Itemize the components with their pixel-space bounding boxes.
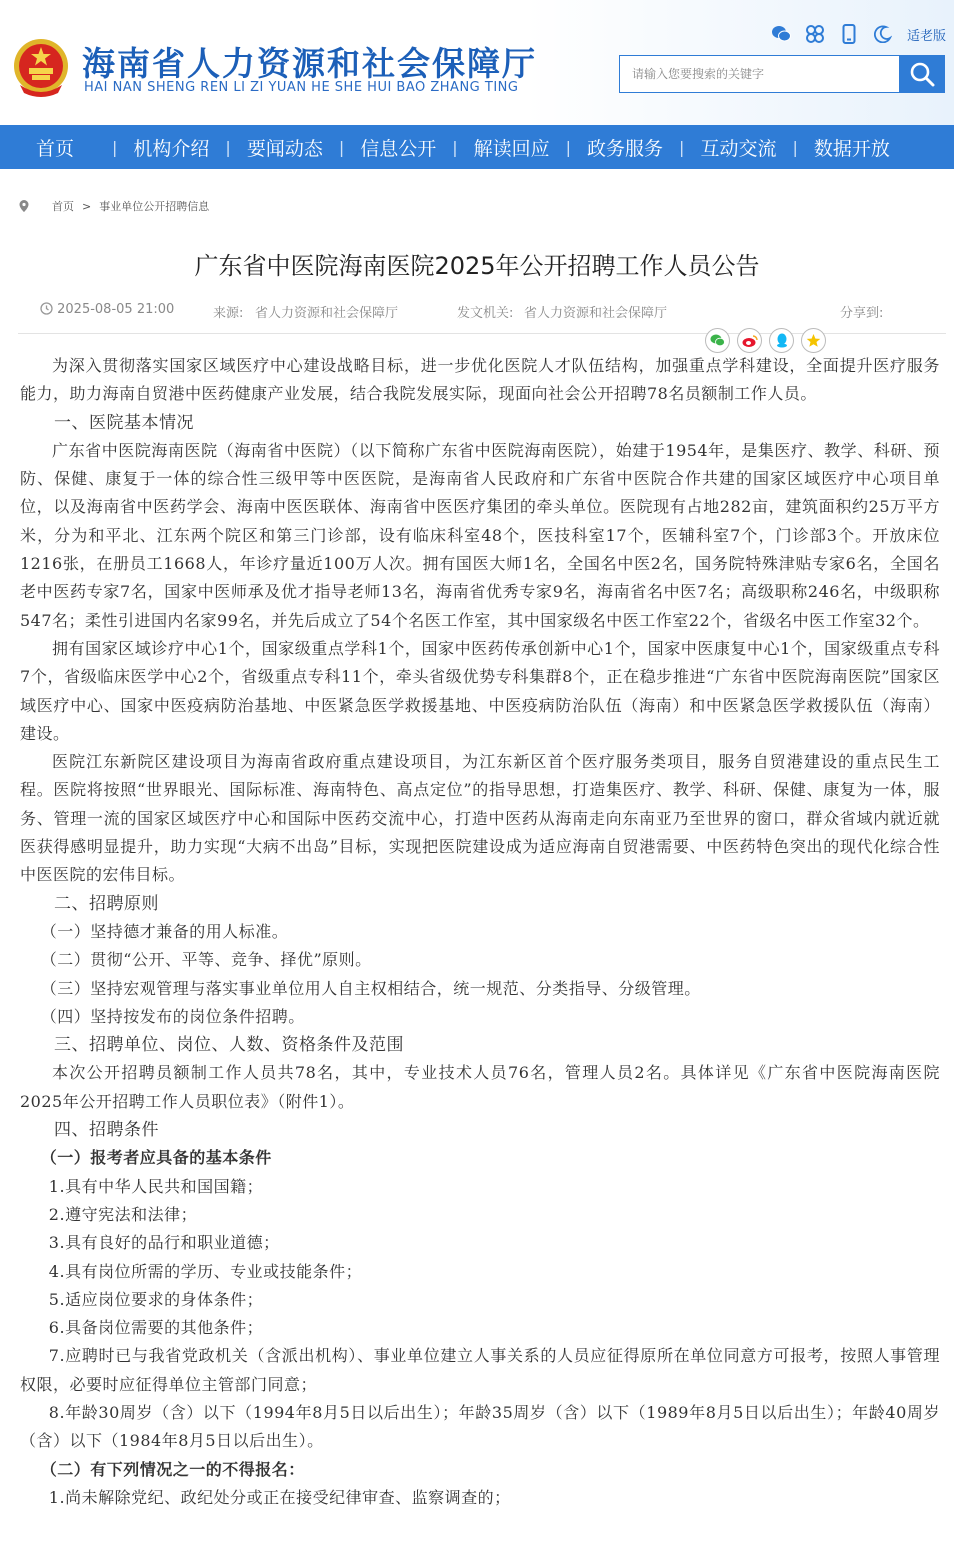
night-mode-icon[interactable] (873, 24, 893, 44)
list-item: 1.具有中华人民共和国国籍； (48, 1176, 264, 1196)
article-body (20, 352, 940, 1512)
article-title: 广东省中医院海南医院2025年公开招聘工作人员公告 (194, 252, 760, 280)
location-icon (18, 199, 30, 213)
share-qzone-button[interactable] (801, 328, 826, 353)
nav-divider: | (112, 137, 118, 157)
share-label: 分享到: (840, 306, 884, 321)
subsection-heading: （二）有下列情况之一的不得报名： (40, 1459, 305, 1479)
list-item: （二）贯彻“公开、平等、竞争、择优”原则。 (40, 950, 372, 970)
clock-icon (40, 302, 53, 315)
wechat-icon (710, 334, 725, 347)
nav-divider: | (565, 137, 572, 157)
nav-divider: | (452, 137, 458, 157)
list-item: 1.尚未解除党纪、政纪处分或正在接受纪律审查、监察调查的； (48, 1487, 511, 1507)
breadcrumb-home[interactable]: 首页 (52, 200, 74, 213)
wechat-icon[interactable] (771, 24, 791, 44)
nav-interpretation[interactable]: 解读回应 (473, 137, 550, 160)
share-wechat-button[interactable] (705, 328, 730, 353)
list-item: 8.年龄30周岁（含）以下（1994年8月5日以后出生）；年龄35周岁（含）以下（1989年8月5日以后出生）；年龄40周岁（含）以下（1984年8月5日以后出生）。 (20, 1402, 940, 1451)
subsection-heading: （一）报考者应具备的基本条件 (40, 1148, 272, 1168)
publisher-label: 发文机关: (457, 306, 514, 321)
paragraph: 为深入贯彻落实国家区域医疗中心建设战略目标，进一步优化医院人才队伍结构，加强重点学科建设，全面提升医疗服务能力，助力海南自贸港中医药健康产业发展，结合我院发展实际，现面向社会公开招聘78名员额制工作人员。 (20, 356, 940, 404)
list-item: 3.具有良好的品行和职业道德； (48, 1233, 280, 1253)
site-header (0, 0, 954, 125)
applet-icon[interactable] (805, 24, 825, 44)
paragraph: 本次公开招聘员额制工作人员共78名，其中，专业技术人员76名，管理人员2名。具体详见《广东省中医院海南医院2025年公开招聘工作人员职位表》（附件1）。 (20, 1063, 940, 1111)
paragraph: 医院江东新院区建设项目为海南省政府重点建设项目，为江东新区首个医疗服务类项目，服务自贸港建设的重点民生工程。医院将按照“世界眼光、国际标准、海南特色、高点定位”的指导思想，打造集医疗、教学、科研、保健、康复为一体，服务、管理一流的国家区域医疗中心和国际中医药交流中心，打造中医药从海南走向东南亚乃至世界的窗口，群众省域内就近就医获得感明显提升，助力实现“大病不出岛”目标，实现把医院建设成为适应海南自贸港需要、中医药特色突出的现代化综合性中医医院的宏伟目标。 (20, 752, 940, 885)
list-item: 2.遵守宪法和法律； (48, 1204, 198, 1224)
breadcrumb (18, 198, 209, 214)
list-item: 6.具备岗位需要的其他条件； (48, 1318, 264, 1338)
search-input[interactable] (620, 56, 900, 92)
elder-mode-link[interactable]: 适老版 (906, 28, 946, 44)
nav-services[interactable]: 政务服务 (587, 137, 664, 160)
publish-date-group (40, 302, 174, 317)
article-meta (40, 302, 940, 322)
share-weibo-button[interactable] (737, 328, 762, 353)
share-buttons (705, 328, 826, 353)
search-button[interactable] (899, 56, 944, 92)
section-heading: 一、医院基本情况 (54, 412, 194, 433)
nav-interaction[interactable]: 互动交流 (700, 137, 777, 160)
source-label: 来源: (213, 306, 244, 321)
qq-icon (776, 333, 788, 348)
list-item: 5.适应岗位要求的身体条件； (48, 1289, 264, 1309)
weibo-icon (742, 334, 758, 348)
site-title-en: HAI NAN SHENG REN LI ZI YUAN HE SHE HUI BAO ZHANG TING (84, 80, 519, 95)
site-title[interactable]: 海南省人力资源和社会保障厅 (82, 44, 537, 83)
list-item: 4.具有岗位所需的学历、专业或技能条件； (48, 1261, 363, 1281)
nav-divider: | (338, 137, 345, 157)
breadcrumb-separator: > (82, 199, 92, 213)
nav-home[interactable]: 首页 (36, 137, 75, 160)
section-heading: 二、招聘原则 (54, 893, 159, 914)
nav-disclosure[interactable]: 信息公开 (360, 137, 437, 160)
nav-news[interactable]: 要闻动态 (246, 137, 323, 160)
list-item: （一）坚持德才兼备的用人标准。 (40, 921, 289, 941)
list-item: （三）坚持宏观管理与落实事业单位用人自主权相结合，统一规范、分类指导、分级管理。 (40, 978, 701, 998)
search-icon (909, 61, 935, 87)
nav-divider: | (225, 137, 231, 157)
publisher-value: 省人力资源和社会保障厅 (524, 306, 668, 321)
national-emblem-icon (12, 37, 70, 99)
nav-open-data[interactable]: 数据开放 (813, 137, 890, 160)
breadcrumb-current[interactable]: 事业单位公开招聘信息 (99, 200, 210, 213)
main-nav (0, 125, 954, 169)
nav-divider: | (679, 137, 685, 157)
paragraph: 拥有国家区域诊疗中心1个，国家级重点学科1个，国家中医药传承创新中心1个，国家中医康复中心1个，国家级重点专科7个，省级临床医学中心2个，省级重点专科11个，牵头省级优势专科集群8个，正在稳步推进“广东省中医院海南医院”国家区域医疗中心、国家中医疫病防治基地、中医紧急医学救援基地、中医疫病防治队伍（海南）和中医紧急医学救援队伍（海南）建设。 (20, 638, 940, 743)
paragraph: 广东省中医院海南医院（海南省中医院）（以下简称广东省中医院海南医院），始建于1954年，是集医疗、教学、科研、预防、保健、康复于一体的综合性三级甲等中医医院，是海南省人民政府和广东省中医院合作共建的国家区域医疗中心项目单位，以及海南省中医药学会、海南中医医联体、海南省中医医疗集团的牵头单位。医院现有占地282亩，建筑面积约25万平方米，分为和平北、江东两个院区和第三门诊部，设有临床科室48个，医技科室17个，医辅科室7个，门诊部3个。开放床位1216张，在册员工1668人，年诊疗量近100万人次。拥有国医大师1名，全国名中医2名，国务院特殊津贴专家6名，全国名老中医药专家7名，国家中医师承及优才指导老师13名，海南省优秀专家9名，海南省名中医7名；高级职称246名，中级职称547名；柔性引进国内名家99名，并先后成立了54个名医工作室，其中国家级名中医工作室22个，省级名中医工作室32个。 (20, 440, 940, 630)
share-qq-button[interactable] (769, 328, 794, 353)
nav-divider: | (792, 137, 798, 157)
section-heading: 四、招聘条件 (54, 1120, 159, 1141)
search-box (619, 55, 945, 93)
publish-date: 2025-08-05 21:00 (57, 302, 175, 317)
list-item: 7.应聘时已与我省党政机关（含派出机构）、事业单位建立人事关系的人员应征得原所在单位同意方可报考，按照人事管理权限，必要时应征得单位主管部门同意； (20, 1346, 940, 1394)
list-item: （四）坚持按发布的岗位条件招聘。 (40, 1006, 305, 1026)
source-value: 省人力资源和社会保障厅 (255, 306, 399, 321)
section-heading: 三、招聘单位、岗位、人数、资格条件及范围 (54, 1035, 404, 1056)
qzone-star-icon (806, 333, 821, 348)
header-tools (771, 24, 946, 44)
nav-about[interactable]: 机构介绍 (133, 137, 210, 160)
mobile-icon[interactable] (839, 24, 859, 44)
